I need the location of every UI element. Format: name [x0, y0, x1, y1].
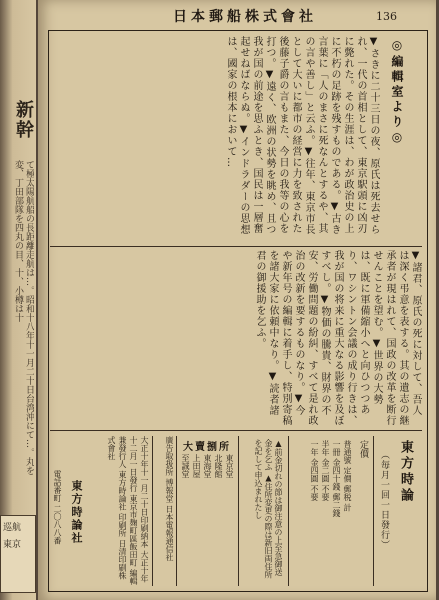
distributor-item: 北隆館 [214, 454, 223, 478]
page-header-advert: 社會式株船郵本日 [173, 9, 317, 25]
magazine-page [38, 0, 436, 600]
distributors-box [176, 436, 237, 586]
distributor-item: 至誠堂 [181, 454, 190, 478]
price-rows [293, 440, 353, 580]
distributors-title: 大賣捌所 [183, 442, 231, 453]
price-table [288, 436, 373, 586]
price-label: 定價 [358, 440, 368, 458]
price-row: 半年 金二圓 不要 [321, 440, 330, 502]
price-row: 一冊 金四十錢 郵二錢 [332, 440, 341, 518]
magazine-title: 東方時論 [398, 440, 413, 504]
colophon-rule [50, 430, 422, 431]
magazine-frequency: （毎月一回一日發行） [379, 450, 389, 550]
divider-rule [50, 246, 422, 247]
publisher-name: 東方時論社 [70, 480, 83, 545]
magazine-masthead [373, 436, 426, 586]
adjacent-page-body: て極太陽航船の長距離走航は…。昭和十八年十一月二十日台湾沖にて…。丸を変、丁田部隊を四丸の目、十、小樽は十 [13, 160, 34, 475]
adjacent-page-box [0, 515, 36, 593]
adjacent-page-box-label: 巡航 [3, 523, 22, 533]
distributors-list [179, 454, 235, 582]
subscription-notes: ▲前金切れの節は御注意の上至急御送金を乞ふ ▲住所変更の際は新旧両住所を記して申込まれたし [238, 436, 286, 586]
adjacent-page-strip [0, 0, 36, 600]
distributor-item: 上田屋 [192, 454, 201, 478]
advertising-agents: 廣告取扱所 博報堂 日本電報通信社 [152, 436, 175, 586]
editorial-text-bottom: ▼諸君、原氏の死に対して、吾人は深く弔意を表する。其の遺志の継承者が現はれて、国政の改革を断行せんことを望む。▼世界の大勢は、既に軍備縮小へと向ひつつあり、ワシントン会議の成り行きは、我が国の将来に重大なる影響を及ぼすべし。▼物価の騰貴、財界の不安、労働問題の紛糾、すべて是れ政治の改新を要するものなり。▼今や新年号の編輯に着手し、特別寄稿を諸大家に依頼中なり。▼読者諸君の御援助を乞ふ。 [254, 250, 421, 426]
distributor-item: 東京堂 [225, 454, 234, 478]
distributor-item [179, 454, 180, 582]
distributor-item: 東海堂 [203, 454, 212, 478]
price-row: 一年 金四圓 不要 [310, 440, 319, 502]
price-row: 普通號 定價 郵税 計 [343, 440, 352, 512]
editorial-column-title: ◎編輯室より◎ [390, 38, 404, 147]
adjacent-page-box-text: 東京 [3, 540, 22, 550]
colophon-publication-info: 大正十年十一月二十日印刷納本 大正十年十二月一日發行 東京市麹町區飯田町 編輯兼發行人 東方時論社 印刷所 日清印刷株式會社 [107, 436, 149, 586]
adjacent-page-heading: 新幹 [13, 100, 34, 140]
editorial-text-top: ▼さきに二十三日の夜、原氏は死去せられ、一代の首相として、東京駅頭に凶刃に斃れた。その生涯は、わが政治史の上に不朽の足跡を残すものである。▼古き言葉に「人のまさに死なんとするや、其の言や善し」と云ふ。▼往年、東京市長として大いに都市の経営に力を致された後藤子爵の言もまた、今日の我等の心を打つ。▼遠く、欧洲の状勢を眺め、且つ我が国の前途を思ふとき、国民は一層奮起せねばならぬ。▼インドラダーの思想は、國家の根本において… [225, 36, 379, 235]
page-number: 136 [376, 10, 397, 23]
publisher-phone: 電話番町 二〇八八番 [53, 470, 62, 545]
